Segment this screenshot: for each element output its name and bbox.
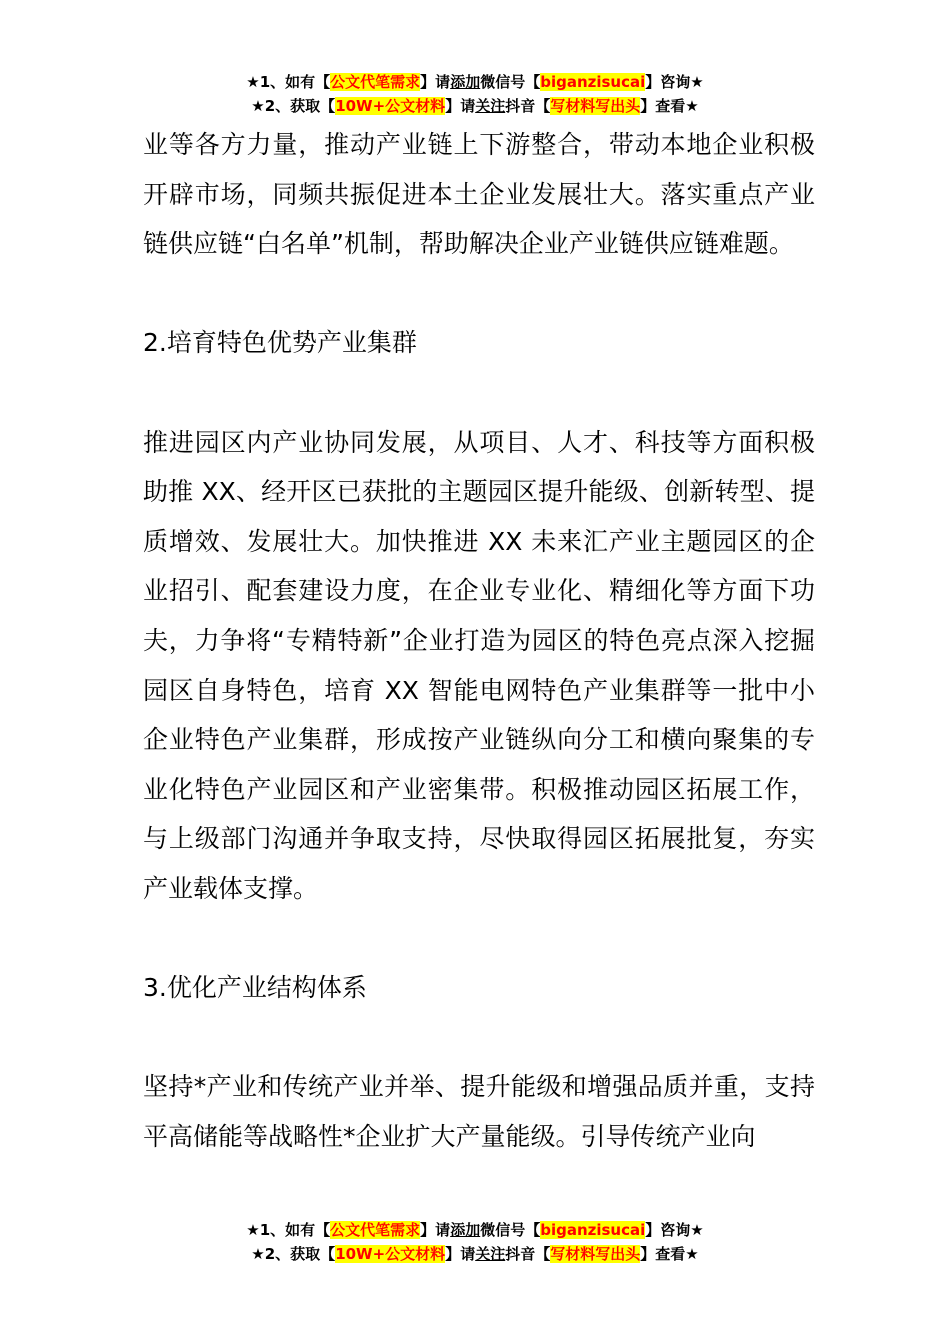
banner-text: 】请	[445, 97, 476, 115]
banner-highlight: 10W+公文材料	[335, 97, 446, 115]
banner-highlight: 写材料写出头	[550, 1245, 641, 1263]
banner-line-2	[0, 94, 950, 118]
banner-text: 抖音【	[505, 97, 551, 115]
banner-text: 】查看★	[640, 1245, 699, 1263]
header-banner	[0, 70, 950, 118]
banner-line-2	[0, 1242, 950, 1266]
banner-text: ★1、如有【	[246, 1221, 331, 1239]
banner-text: ★1、如有【	[246, 73, 331, 91]
banner-text: 微信号【	[480, 73, 541, 91]
paragraph-section-3: 坚持*产业和传统产业并举、提升能级和增强品质并重，支持平高储能等战略性*企业扩大产量能级。引导传统产业向	[143, 1072, 815, 1151]
banner-text: 】咨询★	[645, 73, 704, 91]
section-heading-2: 2.培育特色优势产业集群	[143, 328, 417, 358]
banner-highlight: 写材料写出头	[550, 97, 641, 115]
paragraph-section-2: 推进园区内产业协同发展，从项目、人才、科技等方面积极助推 XX、经开区已获批的主题园区提升能级、创新转型、提质增效、发展壮大。加快推进 XX 未来汇产业主题园区的企业招引、配套建设力度，在企业专业化、精细化等方面下功夫，力争将“专精特新”企业打造为园区的特色亮点深入挖掘园区自身特色，培育 XX 智能电网特色产业集群等一批中小企业特色产业集群，形成按产业链纵向分工和横向聚集的专业化特色产业园区和产业密集带。积极推动园区拓展工作，与上级部门沟通并争取支持，尽快取得园区拓展批复，夯实产业载体支撑。	[143, 427, 815, 903]
banner-text: 】请	[445, 1245, 476, 1263]
banner-line-1	[0, 1218, 950, 1242]
banner-highlight: biganzisucai	[540, 73, 646, 91]
document-body	[143, 120, 815, 1161]
footer-banner	[0, 1218, 950, 1266]
banner-underlined: 添加	[450, 1221, 481, 1239]
banner-highlight: 公文代笔需求	[330, 73, 421, 91]
banner-text: 微信号【	[480, 1221, 541, 1239]
banner-line-1	[0, 70, 950, 94]
banner-text: 】咨询★	[645, 1221, 704, 1239]
banner-text: 】查看★	[640, 97, 699, 115]
banner-text: ★2、获取【	[251, 97, 336, 115]
banner-text: 】请	[420, 73, 451, 91]
banner-highlight: biganzisucai	[540, 1221, 646, 1239]
banner-underlined: 关注	[475, 97, 506, 115]
banner-highlight: 10W+公文材料	[335, 1245, 446, 1263]
banner-underlined: 添加	[450, 73, 481, 91]
banner-highlight: 公文代笔需求	[330, 1221, 421, 1239]
section-heading-3: 3.优化产业结构体系	[143, 973, 367, 1003]
paragraph-intro: 业等各方力量，推动产业链上下游整合，带动本地企业积极开辟市场，同频共振促进本土企业发展壮大。落实重点产业链供应链“白名单”机制，帮助解决企业产业链供应链难题。	[143, 130, 815, 259]
banner-text: ★2、获取【	[251, 1245, 336, 1263]
banner-text: 】请	[420, 1221, 451, 1239]
banner-underlined: 关注	[475, 1245, 506, 1263]
banner-text: 抖音【	[505, 1245, 551, 1263]
